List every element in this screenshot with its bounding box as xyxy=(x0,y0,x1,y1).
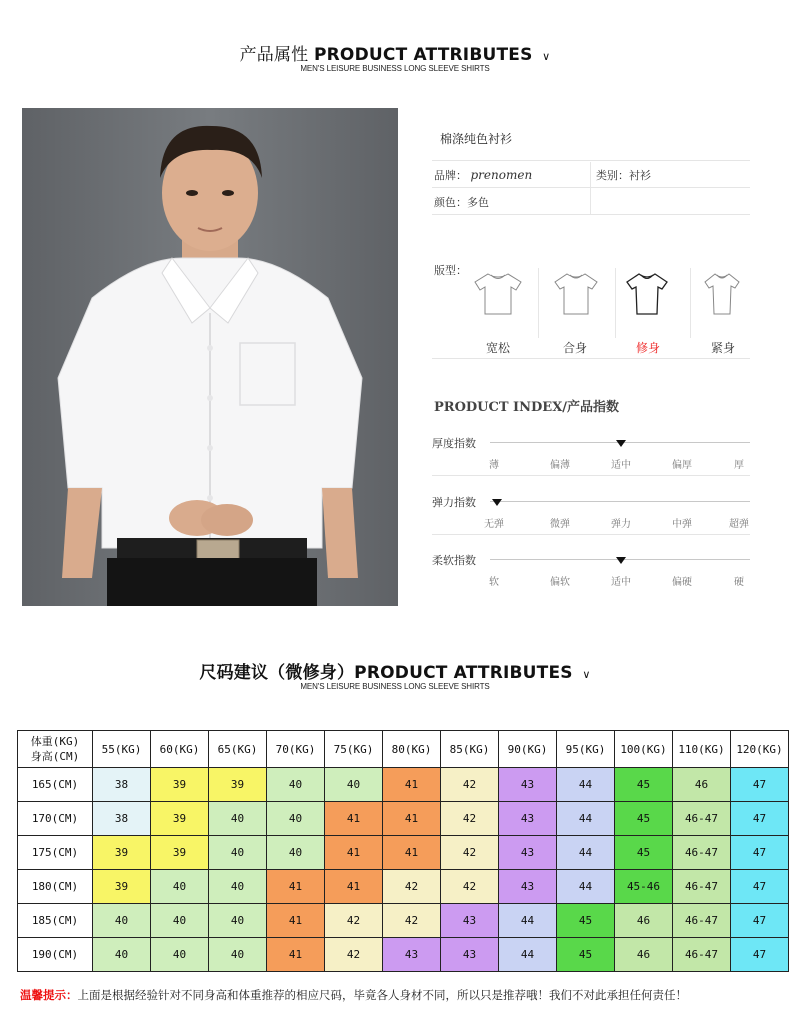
color-attr: 颜色：多色 xyxy=(434,196,489,209)
fit-label: 版型： xyxy=(434,264,467,277)
size-cell: 44 xyxy=(557,802,615,836)
size-cell: 42 xyxy=(441,870,499,904)
tight-shirt-icon xyxy=(697,270,747,318)
table-row xyxy=(18,904,789,938)
size-cell: 41 xyxy=(383,802,441,836)
index-tick-label: 硬 xyxy=(734,577,744,588)
index-tick-label: 适中 xyxy=(611,577,631,588)
height-cell: 185(CM) xyxy=(18,904,93,938)
size-cell: 39 xyxy=(151,768,209,802)
weight-column-header: 55(KG) xyxy=(93,731,151,768)
section-title-en: PRODUCT ATTRIBUTES xyxy=(313,45,533,65)
product-name: 棉涤纯色衬衫 xyxy=(440,132,513,146)
size-cell: 40 xyxy=(209,904,267,938)
index-label: 厚度指数 xyxy=(432,437,476,450)
size-cell: 42 xyxy=(325,938,383,972)
size-cell: 43 xyxy=(499,768,557,802)
index-tick-label: 适中 xyxy=(611,460,631,471)
size-cell: 40 xyxy=(325,768,383,802)
size-cell: 42 xyxy=(383,870,441,904)
size-cell: 46-47 xyxy=(673,802,731,836)
height-cell: 165(CM) xyxy=(18,768,93,802)
weight-column-header: 85(KG) xyxy=(441,731,499,768)
size-cell: 40 xyxy=(209,870,267,904)
size-cell: 43 xyxy=(499,836,557,870)
fit-option[interactable]: 宽松 xyxy=(485,341,510,355)
divider xyxy=(690,268,691,338)
divider xyxy=(432,534,750,535)
table-row xyxy=(18,870,789,904)
size-cell: 46-47 xyxy=(673,836,731,870)
divider xyxy=(432,358,750,359)
fit-option[interactable]: 合身 xyxy=(562,341,587,355)
weight-column-header: 65(KG) xyxy=(209,731,267,768)
height-header: 身高(CM) xyxy=(30,750,80,763)
size-cell: 41 xyxy=(267,904,325,938)
note xyxy=(20,987,687,1003)
size-cell: 43 xyxy=(441,904,499,938)
size-cell: 40 xyxy=(209,802,267,836)
divider xyxy=(432,214,750,215)
height-cell: 170(CM) xyxy=(18,802,93,836)
index-tick-label: 偏薄 xyxy=(550,460,570,471)
brand-value: prenomen xyxy=(470,168,533,182)
size-cell: 42 xyxy=(441,836,499,870)
weight-column-header: 75(KG) xyxy=(325,731,383,768)
size-table xyxy=(17,730,789,972)
size-cell: 41 xyxy=(267,870,325,904)
size-cell: 45 xyxy=(557,904,615,938)
slim-shirt-icon xyxy=(622,270,672,318)
size-cell: 42 xyxy=(325,904,383,938)
size-cell: 40 xyxy=(151,938,209,972)
divider xyxy=(432,187,750,188)
index-tick-label: 超弹 xyxy=(729,519,749,530)
size-cell: 38 xyxy=(93,768,151,802)
weight-column-header: 80(KG) xyxy=(383,731,441,768)
index-tick-label: 偏硬 xyxy=(672,577,692,588)
size-cell: 46-47 xyxy=(673,870,731,904)
size-cell: 42 xyxy=(441,768,499,802)
divider xyxy=(538,268,539,338)
size-cell: 41 xyxy=(325,836,383,870)
size-cell: 39 xyxy=(151,802,209,836)
note-label: 温馨提示： xyxy=(20,988,78,1002)
table-header-row xyxy=(18,731,789,768)
size-cell: 39 xyxy=(209,768,267,802)
size-cell: 45 xyxy=(557,938,615,972)
size-cell: 41 xyxy=(325,802,383,836)
divider xyxy=(432,475,750,476)
index-label: 柔软指数 xyxy=(432,554,476,567)
size-cell: 47 xyxy=(731,938,789,972)
chevron-down-icon: ∨ xyxy=(542,50,551,63)
size-cell: 46 xyxy=(615,904,673,938)
size-cell: 45 xyxy=(615,768,673,802)
regular-shirt-icon xyxy=(551,270,601,318)
index-tick-label: 弹力 xyxy=(611,519,631,530)
weight-column-header: 70(KG) xyxy=(267,731,325,768)
size-cell: 41 xyxy=(383,836,441,870)
index-tick-label: 偏厚 xyxy=(672,460,692,471)
size-cell: 46-47 xyxy=(673,904,731,938)
size-cell: 40 xyxy=(209,836,267,870)
section-title-attributes xyxy=(0,40,790,65)
size-cell: 40 xyxy=(151,904,209,938)
index-tick-label: 无弹 xyxy=(484,519,504,530)
size-cell: 44 xyxy=(499,938,557,972)
section-title-cn: 产品属性 xyxy=(239,45,309,65)
section-subtitle: MEN'S LEISURE BUSINESS LONG SLEEVE SHIRTS xyxy=(300,682,490,691)
size-cell: 40 xyxy=(267,768,325,802)
note-text: 上面是根据经验针对不同身高和体重推荐的相应尺码，毕竟各人身材不同，所以只是推荐哦！我们不对此承担任何责任！ xyxy=(77,988,687,1002)
divider xyxy=(590,162,591,214)
height-cell: 180(CM) xyxy=(18,870,93,904)
weight-column-header: 110(KG) xyxy=(673,731,731,768)
size-cell: 41 xyxy=(267,938,325,972)
size-cell: 47 xyxy=(731,768,789,802)
table-corner-header xyxy=(18,731,93,768)
weight-column-header: 120(KG) xyxy=(731,731,789,768)
size-cell: 45-46 xyxy=(615,870,673,904)
size-cell: 40 xyxy=(93,904,151,938)
index-track xyxy=(490,501,750,502)
size-cell: 43 xyxy=(499,870,557,904)
size-cell: 46 xyxy=(615,938,673,972)
size-cell: 44 xyxy=(557,768,615,802)
size-cell: 41 xyxy=(383,768,441,802)
weight-column-header: 90(KG) xyxy=(499,731,557,768)
table-row xyxy=(18,802,789,836)
size-cell: 47 xyxy=(731,802,789,836)
section-subtitle: MEN'S LEISURE BUSINESS LONG SLEEVE SHIRTS xyxy=(300,64,490,73)
product-index-title: PRODUCT INDEX/产品指数 xyxy=(434,400,620,415)
size-cell: 40 xyxy=(151,870,209,904)
category-attr: 类别：衬衫 xyxy=(596,169,651,182)
index-tick-label: 厚 xyxy=(734,460,744,471)
size-cell: 44 xyxy=(557,870,615,904)
size-cell: 39 xyxy=(93,870,151,904)
divider xyxy=(615,268,616,338)
weight-column-header: 100(KG) xyxy=(615,731,673,768)
size-cell: 44 xyxy=(557,836,615,870)
weight-column-header: 60(KG) xyxy=(151,731,209,768)
divider xyxy=(432,160,750,161)
index-marker-icon xyxy=(616,440,626,447)
size-cell: 38 xyxy=(93,802,151,836)
size-cell: 46 xyxy=(673,768,731,802)
size-cell: 40 xyxy=(93,938,151,972)
size-cell: 45 xyxy=(615,836,673,870)
index-tick-label: 微弹 xyxy=(550,519,570,530)
size-cell: 47 xyxy=(731,870,789,904)
size-cell: 43 xyxy=(441,938,499,972)
loose-shirt-icon xyxy=(473,270,523,318)
size-cell: 41 xyxy=(325,870,383,904)
index-marker-icon xyxy=(616,557,626,564)
size-cell: 40 xyxy=(267,836,325,870)
chevron-down-icon: ∨ xyxy=(582,668,591,681)
section-title-size-text: 尺码建议（微修身）PRODUCT ATTRIBUTES xyxy=(199,663,573,683)
section-title-size xyxy=(0,658,790,683)
product-photo xyxy=(22,108,398,606)
size-cell: 47 xyxy=(731,904,789,938)
brand-label: 品牌： xyxy=(434,169,467,182)
size-cell: 40 xyxy=(209,938,267,972)
size-cell: 46-47 xyxy=(673,938,731,972)
size-cell: 44 xyxy=(499,904,557,938)
size-cell: 40 xyxy=(267,802,325,836)
index-label: 弹力指数 xyxy=(432,496,476,509)
weight-column-header: 95(KG) xyxy=(557,731,615,768)
size-cell: 45 xyxy=(615,802,673,836)
weight-header: 体重(KG) xyxy=(30,735,80,748)
table-row xyxy=(18,836,789,870)
index-tick-label: 薄 xyxy=(489,460,499,471)
size-cell: 39 xyxy=(93,836,151,870)
height-cell: 190(CM) xyxy=(18,938,93,972)
table-row xyxy=(18,938,789,972)
size-cell: 47 xyxy=(731,836,789,870)
index-tick-label: 软 xyxy=(489,577,499,588)
brand-attr xyxy=(434,167,532,183)
height-cell: 175(CM) xyxy=(18,836,93,870)
size-cell: 42 xyxy=(383,904,441,938)
index-tick-label: 偏软 xyxy=(550,577,570,588)
index-tick-label: 中弹 xyxy=(672,519,692,530)
size-cell: 43 xyxy=(499,802,557,836)
size-cell: 43 xyxy=(383,938,441,972)
fit-option[interactable]: 修身 xyxy=(635,341,660,355)
fit-option[interactable]: 紧身 xyxy=(710,341,735,355)
table-row xyxy=(18,768,789,802)
size-cell: 42 xyxy=(441,802,499,836)
size-cell: 39 xyxy=(151,836,209,870)
index-marker-icon xyxy=(492,499,502,506)
